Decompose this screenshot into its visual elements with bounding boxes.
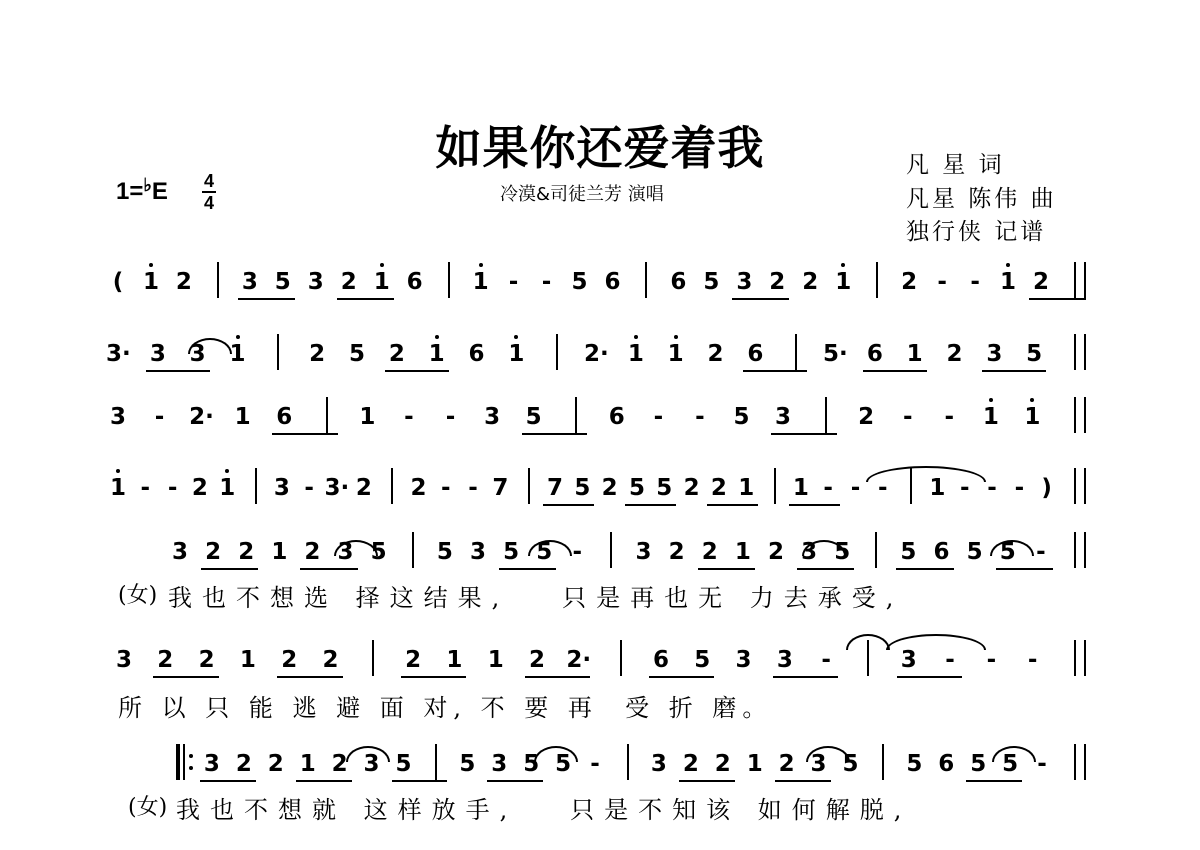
score-note: 1: [299, 751, 316, 777]
barline: [627, 744, 629, 780]
score-note: -: [944, 404, 955, 430]
score-note: 1: [142, 269, 159, 295]
barline: [1074, 334, 1076, 370]
barline: [1074, 468, 1076, 504]
beam-underline: [789, 504, 840, 506]
barline: [825, 397, 827, 433]
repeat-dot: [189, 766, 193, 770]
repeat-barline-thin: [183, 744, 185, 780]
score-note: (: [112, 269, 124, 295]
score-note: 3: [900, 647, 917, 673]
barline: [620, 640, 622, 676]
tie-slur: [846, 634, 890, 650]
lyric-role-1: (女): [118, 583, 158, 608]
score-note: -: [1027, 647, 1038, 673]
barline: [795, 334, 797, 370]
score-note: 1: [229, 341, 246, 367]
score-note: 5: [970, 751, 987, 777]
tie-slur: [992, 746, 1036, 762]
score-note: 1: [234, 404, 251, 430]
score-note: 2: [858, 404, 875, 430]
high-octave-dot: [989, 398, 993, 402]
high-octave-dot: [634, 335, 638, 339]
tie-slur: [866, 466, 986, 482]
tie-slur: [886, 634, 986, 650]
score-note: 3: [171, 539, 188, 565]
score-note: 5: [503, 539, 520, 565]
score-note: -: [468, 475, 478, 501]
page-title: 如果你还爱着我: [435, 121, 765, 175]
score-note: 3: [635, 539, 652, 565]
beam-underline: [499, 568, 556, 570]
barline: [326, 397, 328, 433]
score-note: 5: [906, 751, 923, 777]
score-note: 1: [627, 341, 644, 367]
repeat-dot: [189, 754, 193, 758]
barline: [1084, 640, 1086, 676]
score-note: 3: [115, 647, 132, 673]
beam-underline: [707, 504, 758, 506]
score-note: 3: [273, 475, 290, 501]
score-note: 1: [487, 647, 504, 673]
score-note: 5: [842, 751, 859, 777]
score-note: 1: [929, 475, 946, 501]
time-signature: [202, 172, 216, 212]
barline: [876, 262, 878, 298]
score-note: 2: [710, 475, 727, 501]
score-note: -: [590, 751, 600, 777]
score-note: 5: [571, 269, 588, 295]
high-octave-dot: [479, 263, 483, 267]
score-note: 5: [900, 539, 917, 565]
score-note: -: [823, 475, 833, 501]
barline: [448, 262, 450, 298]
score-note: 5: [694, 647, 711, 673]
score-note: -: [902, 404, 913, 430]
score-note: -: [959, 475, 970, 501]
score-note: 3: [189, 341, 206, 367]
score-note: 3: [307, 269, 324, 295]
score-note: -: [508, 269, 519, 295]
score-note: 2: [701, 539, 718, 565]
beam-underline: [775, 780, 831, 782]
score-note: 3: [109, 404, 126, 430]
score-note: 1: [906, 341, 923, 367]
score-note: 3: [484, 404, 501, 430]
score-note: 1: [219, 475, 236, 501]
score-note: 1: [1000, 269, 1017, 295]
score-note: -: [695, 404, 705, 430]
score-note: 6: [406, 269, 423, 295]
beam-underline: [200, 780, 256, 782]
score-note: 5: [834, 539, 851, 565]
score-note: 3: [337, 539, 354, 565]
beam-underline: [698, 568, 755, 570]
beam-underline: [543, 504, 594, 506]
time-top: 4: [203, 171, 214, 191]
score-note: 5: [536, 539, 553, 565]
beam-underline: [300, 568, 357, 570]
key-signature: [116, 175, 168, 206]
score-note: 1: [359, 404, 376, 430]
score-note: 1: [835, 269, 852, 295]
score-note: 2: [946, 341, 963, 367]
score-note: -: [304, 475, 314, 501]
score-note: 5: [436, 539, 453, 565]
beam-underline: [296, 780, 352, 782]
score-note: 1: [1024, 404, 1041, 430]
score-note: 2: [175, 269, 192, 295]
score-note: -: [1014, 475, 1025, 501]
score-note: 3: [491, 751, 508, 777]
score-note: 3·: [106, 341, 131, 367]
score-note: 2: [405, 647, 422, 673]
barline: [774, 468, 776, 504]
score-row: [0, 646, 1200, 686]
score-note: 5: [370, 539, 387, 565]
barline: [1084, 334, 1086, 370]
score-note: 1: [746, 751, 763, 777]
high-octave-dot: [380, 263, 384, 267]
barline: [1084, 262, 1086, 298]
beam-underline: [201, 568, 258, 570]
score-note: 5: [523, 751, 540, 777]
beam-underline: [238, 298, 295, 300]
beam-underline: [773, 676, 838, 678]
score-row: [0, 403, 1200, 443]
barline: [1084, 744, 1086, 780]
score-note: 1: [239, 647, 256, 673]
time-bottom: 4: [203, 193, 214, 213]
barline: [1084, 468, 1086, 504]
beam-underline: [153, 676, 218, 678]
score-note: 7: [492, 475, 509, 501]
score-note: 2: [198, 647, 215, 673]
score-note: 3: [986, 341, 1003, 367]
score-note: 1: [508, 341, 525, 367]
score-note: 1: [738, 475, 755, 501]
beam-underline: [401, 676, 466, 678]
beam-underline: [277, 676, 342, 678]
score-note: 3: [810, 751, 827, 777]
score-note: 5: [628, 475, 645, 501]
beam-underline: [625, 504, 676, 506]
score-note: 2·: [189, 404, 214, 430]
score-note: 2: [205, 539, 222, 565]
score-note: -: [1036, 539, 1046, 565]
score-note: 2: [410, 475, 427, 501]
score-note: 2: [331, 751, 348, 777]
score-note: -: [541, 269, 552, 295]
tie-slur: [346, 746, 390, 762]
lyric-line-1: 我也不想选 择这结果, 只是再也无 力去承受,: [168, 584, 904, 612]
score-note: 1: [373, 269, 390, 295]
score-note: 6: [468, 341, 485, 367]
score-note: 5: [1026, 341, 1043, 367]
score-note: 2: [340, 269, 357, 295]
barline: [882, 744, 884, 780]
score-note: 3: [149, 341, 166, 367]
score-note: 6: [604, 269, 621, 295]
high-octave-dot: [1006, 263, 1010, 267]
score-note: 3·: [324, 475, 350, 501]
score-row: [0, 340, 1200, 380]
score-note: 5: [395, 751, 412, 777]
barline: [435, 744, 437, 780]
high-octave-dot: [1030, 398, 1034, 402]
score-note: 6: [933, 539, 950, 565]
score-note: 5: [966, 539, 983, 565]
score-note: 2: [682, 751, 699, 777]
beam-underline: [337, 298, 394, 300]
score-note: -: [937, 269, 947, 295]
barline: [255, 468, 257, 504]
score-note: 1: [109, 475, 126, 501]
score-note: 2: [267, 751, 284, 777]
score-note: 3: [469, 539, 486, 565]
high-octave-dot: [149, 263, 153, 267]
beam-underline: [649, 676, 714, 678]
score-note: -: [404, 404, 414, 430]
barline: [556, 334, 558, 370]
beam-underline: [272, 433, 338, 435]
score-note: 2: [707, 341, 724, 367]
barline: [1074, 397, 1076, 433]
beam-underline: [771, 433, 837, 435]
score-note: ): [1041, 475, 1052, 501]
score-row: [0, 268, 1200, 308]
score-note: 5: [525, 404, 542, 430]
score-note: 2: [191, 475, 208, 501]
score-note: -: [572, 539, 583, 565]
score-note: 2: [769, 269, 786, 295]
score-note: 6: [276, 404, 293, 430]
lyric-line-2: 所 以 只 能 逃 避 面 对, 不 要 再 受 折 磨。: [118, 694, 773, 722]
score-note: 3: [776, 647, 793, 673]
score-note: 1: [667, 341, 684, 367]
score-note: 2: [309, 341, 326, 367]
score-note: -: [970, 269, 980, 295]
score-note: 5: [1002, 751, 1019, 777]
score-note: 2: [388, 341, 405, 367]
high-octave-dot: [435, 335, 439, 339]
high-octave-dot: [674, 335, 678, 339]
score-note: 3: [735, 647, 752, 673]
score-note: 2: [157, 647, 174, 673]
score-note: 2: [714, 751, 731, 777]
score-note: -: [987, 475, 997, 501]
score-note: 2: [601, 475, 618, 501]
score-note: 2: [238, 539, 255, 565]
score-note: 2·: [566, 647, 592, 673]
score-note: 2: [683, 475, 700, 501]
score-note: -: [445, 404, 456, 430]
score-note: -: [1037, 751, 1047, 777]
score-note: 3: [203, 751, 220, 777]
score-note: 2: [281, 647, 298, 673]
beam-underline: [982, 370, 1046, 372]
barline: [1084, 397, 1086, 433]
beam-underline: [1029, 298, 1086, 300]
repeat-barline: [176, 744, 180, 780]
composer-credit: 凡星 陈伟 曲: [906, 186, 1057, 212]
tie-slur: [806, 746, 850, 762]
score-note: -: [945, 647, 955, 673]
barline: [875, 532, 877, 568]
score-note: 6: [670, 269, 687, 295]
beam-underline: [732, 298, 789, 300]
score-note: 2: [668, 539, 685, 565]
beam-underline: [743, 370, 807, 372]
beam-underline: [385, 370, 449, 372]
score-note: 6: [608, 404, 625, 430]
score-note: 1: [734, 539, 751, 565]
score-note: 5: [999, 539, 1016, 565]
score-note: 1: [982, 404, 999, 430]
score-note: -: [167, 475, 178, 501]
score-note: 2: [529, 647, 546, 673]
barline: [1074, 532, 1076, 568]
score-note: 6: [652, 647, 669, 673]
beam-underline: [146, 370, 210, 372]
high-octave-dot: [841, 263, 845, 267]
score-note: 7: [547, 475, 564, 501]
beam-underline: [897, 676, 962, 678]
score-note: 5: [574, 475, 591, 501]
score-note: 2: [778, 751, 795, 777]
score-note: 3: [363, 751, 380, 777]
score-note: 6: [866, 341, 883, 367]
transcriber-credit: 独行侠 记谱: [906, 219, 1047, 245]
score-note: 5·: [823, 341, 848, 367]
score-note: 2: [322, 647, 339, 673]
key-note: E: [151, 178, 168, 205]
beam-underline: [525, 676, 590, 678]
score-note: 5: [555, 751, 572, 777]
beam-underline: [896, 568, 953, 570]
lyric-role-3: (女): [128, 795, 168, 820]
high-octave-dot: [236, 335, 240, 339]
barline: [610, 532, 612, 568]
barline: [528, 468, 530, 504]
score-note: 5: [348, 341, 365, 367]
score-note: -: [821, 647, 831, 673]
barline: [412, 532, 414, 568]
score-note: 3: [775, 404, 792, 430]
score-note: -: [154, 404, 165, 430]
beam-underline: [966, 780, 1022, 782]
score-note: 5: [656, 475, 673, 501]
score-note: -: [850, 475, 861, 501]
score-note: 2: [767, 539, 784, 565]
score-note: 2: [235, 751, 252, 777]
score-note: -: [440, 475, 451, 501]
tie-slur: [534, 746, 578, 762]
score-row: [0, 474, 1200, 514]
score-note: 1: [446, 647, 463, 673]
score-note: 2·: [584, 341, 609, 367]
beam-underline: [679, 780, 735, 782]
barline: [645, 262, 647, 298]
score-note: 2: [802, 269, 819, 295]
barline: [391, 468, 393, 504]
score-note: 1: [792, 475, 809, 501]
beam-underline: [522, 433, 588, 435]
score-note: 3: [736, 269, 753, 295]
score-note: 5: [274, 269, 291, 295]
score-note: 5: [459, 751, 476, 777]
flat-sign: ♭: [143, 175, 152, 195]
score-note: 1: [472, 269, 489, 295]
score-note: 1: [271, 539, 288, 565]
singers-line: 冷漠&司徒兰芳 演唱: [500, 184, 664, 205]
beam-underline: [863, 370, 927, 372]
beam-underline: [996, 568, 1053, 570]
score-note: 5: [703, 269, 720, 295]
score-note: 5: [733, 404, 750, 430]
score-note: -: [878, 475, 888, 501]
score-note: -: [653, 404, 664, 430]
barline: [1084, 532, 1086, 568]
score-note: 1: [428, 341, 445, 367]
barline: [1074, 744, 1076, 780]
score-note: 6: [747, 341, 764, 367]
barline: [217, 262, 219, 298]
score-note: -: [986, 647, 997, 673]
score-note: 3: [650, 751, 667, 777]
score-note: 2: [1033, 269, 1050, 295]
barline: [1074, 640, 1076, 676]
barline: [1074, 262, 1076, 298]
score-note: 2: [355, 475, 372, 501]
score-note: 6: [938, 751, 955, 777]
beam-underline: [392, 780, 448, 782]
lyric-line-3: 我也不想就 这样放手, 只是不知该 如何解脱,: [176, 796, 912, 824]
high-octave-dot: [225, 469, 229, 473]
score-note: 3: [241, 269, 258, 295]
beam-underline: [797, 568, 854, 570]
key-label: 1=: [116, 178, 144, 205]
barline: [575, 397, 577, 433]
beam-underline: [487, 780, 543, 782]
high-octave-dot: [514, 335, 518, 339]
high-octave-dot: [116, 469, 120, 473]
lyricist-credit: 凡 星 词: [906, 152, 1005, 178]
score-note: -: [140, 475, 151, 501]
barline: [372, 640, 374, 676]
score-note: 2: [901, 269, 918, 295]
score-note: 2: [304, 539, 321, 565]
barline: [277, 334, 279, 370]
score-note: 3: [801, 539, 818, 565]
